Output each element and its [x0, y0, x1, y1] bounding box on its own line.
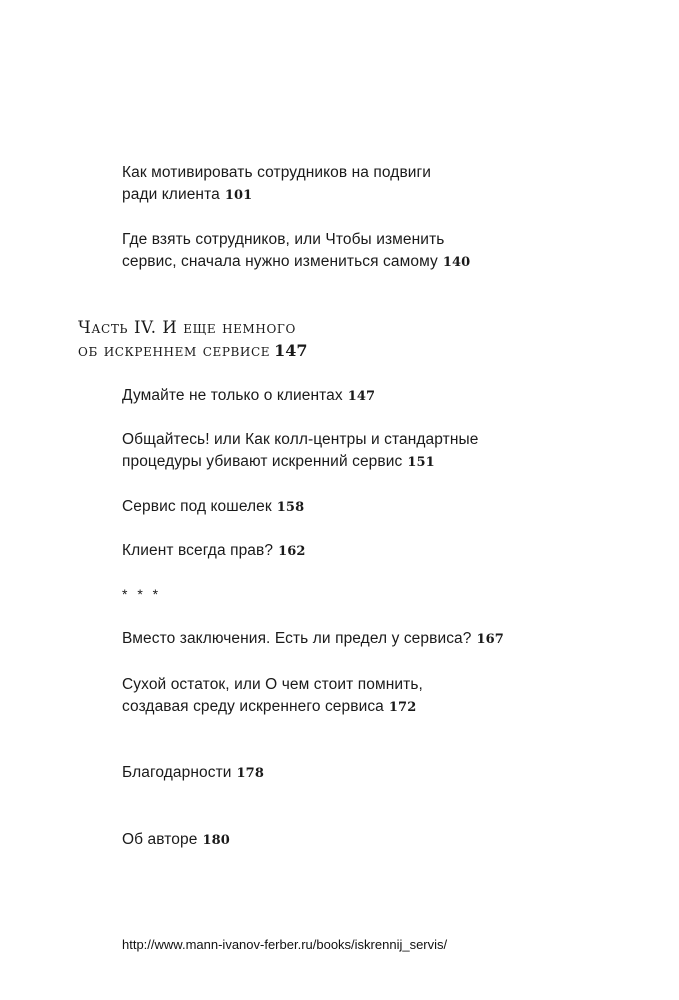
toc-page-number: 151: [407, 455, 435, 470]
toc-entry-communicate: [122, 429, 478, 474]
toc-entry-line: Где взять сотрудников, или Чтобы изменить: [122, 231, 445, 248]
part-heading-line: об искреннем сервисе: [78, 341, 271, 360]
toc-entry-line: Об авторе: [122, 831, 198, 848]
toc-entry-line: Общайтесь! или Как колл-центры и стандартные: [122, 431, 479, 448]
toc-page-number: 167: [476, 632, 504, 647]
toc-entry-conclusion: [122, 628, 504, 651]
toc-entry-not-only-clients: [122, 385, 375, 408]
toc-entry-line: Благодарности: [122, 764, 232, 781]
toc-page-number: 140: [442, 255, 471, 270]
toc-page-number: 101: [224, 188, 253, 203]
toc-entry-employees: [122, 229, 470, 274]
toc-entry-wallet: [122, 496, 304, 519]
toc-entry-line: Клиент всегда прав?: [122, 542, 274, 559]
toc-page-number: 158: [276, 500, 305, 515]
toc-entry-line: Сервис под кошелек: [122, 498, 272, 515]
toc-entry-line: ради клиента: [122, 186, 220, 203]
footer-url: http://www.mann-ivanov-ferber.ru/books/iskrennij_servis/: [122, 937, 448, 952]
toc-entry-line: Как мотивировать сотрудников на подвиги: [122, 164, 432, 181]
toc-page-number: 180: [202, 833, 230, 848]
toc-entry-line: создавая среду искреннего сервиса: [122, 698, 384, 715]
toc-entry-line: сервис, сначала нужно измениться самому: [122, 253, 438, 270]
toc-entry-line: процедуры убивают искренний сервис: [122, 453, 403, 470]
toc-page-number: 178: [236, 766, 264, 781]
toc-entry-line: Думайте не только о клиентах: [122, 387, 343, 404]
toc-entry-acknowledgements: [122, 762, 264, 785]
part-page-number: 147: [274, 341, 308, 360]
toc-page-number: 162: [278, 544, 306, 559]
toc-entry-client-right: [122, 540, 306, 563]
toc-entry-about-author: [122, 829, 230, 852]
part-heading-line: Часть IV. И еще немного: [78, 318, 296, 337]
toc-entry-line: Вместо заключения. Есть ли предел у сервиса?: [122, 630, 472, 647]
toc-page-number: 147: [347, 389, 376, 404]
toc-entry-line: Сухой остаток, или О чем стоит помнить,: [122, 676, 423, 693]
toc-part-heading: [78, 316, 308, 362]
toc-entry-motivate: [122, 162, 431, 207]
toc-page-number: 172: [388, 700, 417, 715]
section-separator: * * *: [122, 586, 162, 602]
toc-entry-summary: [122, 674, 423, 719]
